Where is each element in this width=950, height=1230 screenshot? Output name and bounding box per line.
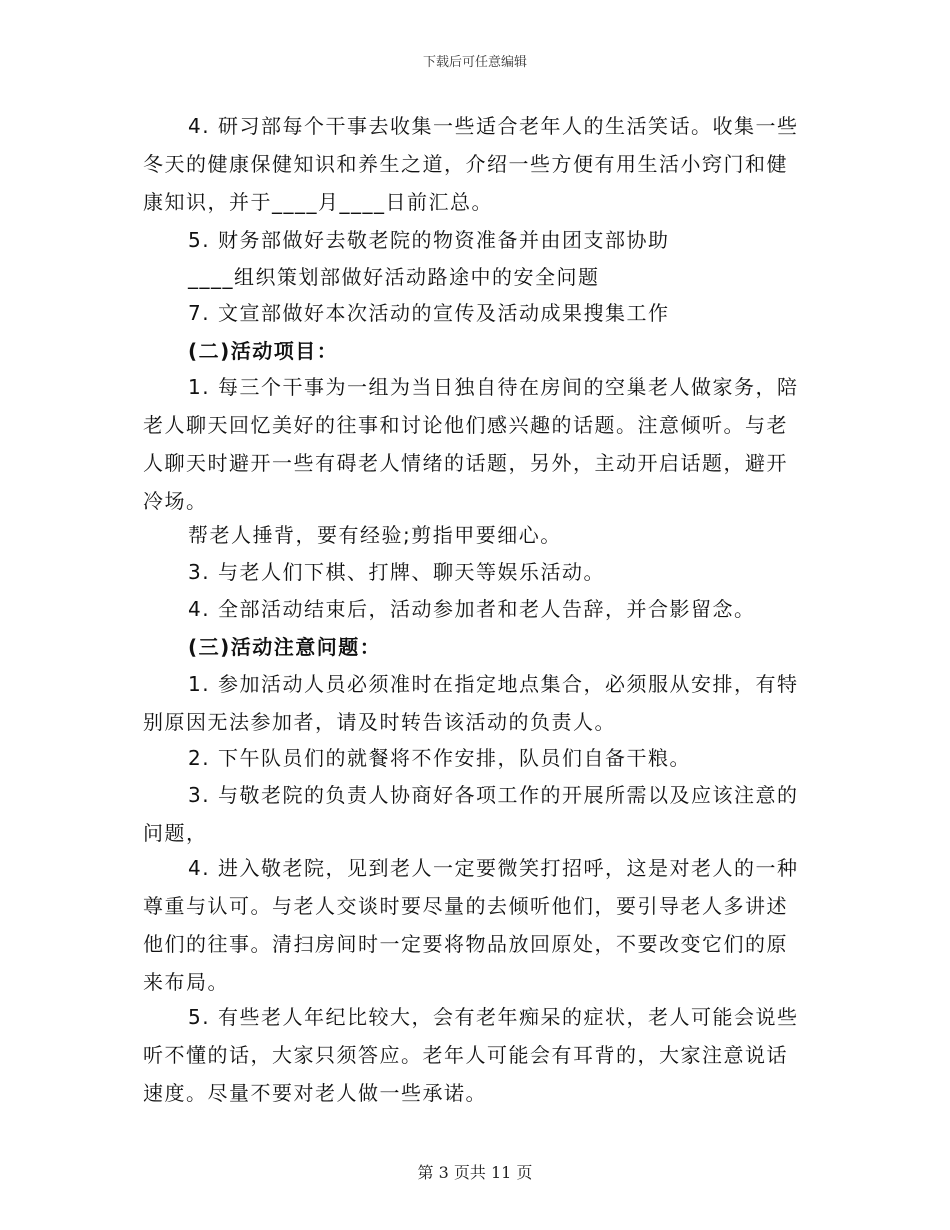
paragraph-note-3: 3. 与敬老院的负责人协商好各项工作的开展所需以及应该注意的问题， <box>143 783 799 845</box>
page-header: 下载后可任意编辑 <box>422 55 527 70</box>
paragraph-research-dept: 4. 研习部每个干事去收集一些适合老年人的生活笑话。收集一些冬天的健康保健知识和养生之道，介绍一些方便有用生活小窍门和健康知识，并于____月____日前汇总。 <box>143 114 799 214</box>
paragraph-finance-dept: 5. 财务部做好去敬老院的物资准备并由团支部协助 <box>188 228 670 252</box>
section-heading-activities: (二)活动项目： <box>188 339 339 363</box>
paragraph-activity-1: 1. 每三个干事为一组为当日独自待在房间的空巢老人做家务，陪老人聊天回忆美好的往事和讨论他们感兴趣的话题。注意倾听。与老人聊天时避开一些有碍老人情绪的话题，另外，主动开启话题，避开冷场。 <box>143 375 799 513</box>
paragraph-note-2: 2. 下午队员们的就餐将不作安排，队员们自备干粮。 <box>188 746 691 770</box>
paragraph-activity-4: 4. 全部活动结束后，活动参加者和老人告辞，并合影留念。 <box>188 597 756 621</box>
paragraph-activity-3: 3. 与老人们下棋、打牌、聊天等娱乐活动。 <box>188 560 605 584</box>
page-footer: 第 3 页共 11 页 <box>417 1163 533 1182</box>
paragraph-note-5: 5. 有些老人年纪比较大，会有老年痴呆的症状，老人可能会说些听不懂的话，大家只须答应。老年人可能会有耳背的，大家注意说话速度。尽量不要对老人做一些承诺。 <box>143 1005 799 1105</box>
paragraph-note-4: 4. 进入敬老院，见到老人一定要微笑打招呼，这是对老人的一种尊重与认可。与老人交谈时要尽量的去倾听他们，要引导老人多讲述他们的往事。清扫房间时一定要将物品放回原处，不要改变它们的原来布局。 <box>143 856 799 994</box>
section-heading-notes: (三)活动注意问题： <box>188 635 382 659</box>
paragraph-note-1: 1. 参加活动人员必须准时在指定地点集合，必须服从安排，有特别原因无法参加者，请及时转告该活动的负责人。 <box>143 672 799 734</box>
paragraph-publicity-dept: 7. 文宣部做好本次活动的宣传及活动成果搜集工作 <box>188 301 670 325</box>
paragraph-planning-dept: ____组织策划部做好活动路途中的安全问题 <box>188 265 600 289</box>
paragraph-activity-2: 帮老人捶背，要有经验;剪指甲要细心。 <box>188 523 562 547</box>
